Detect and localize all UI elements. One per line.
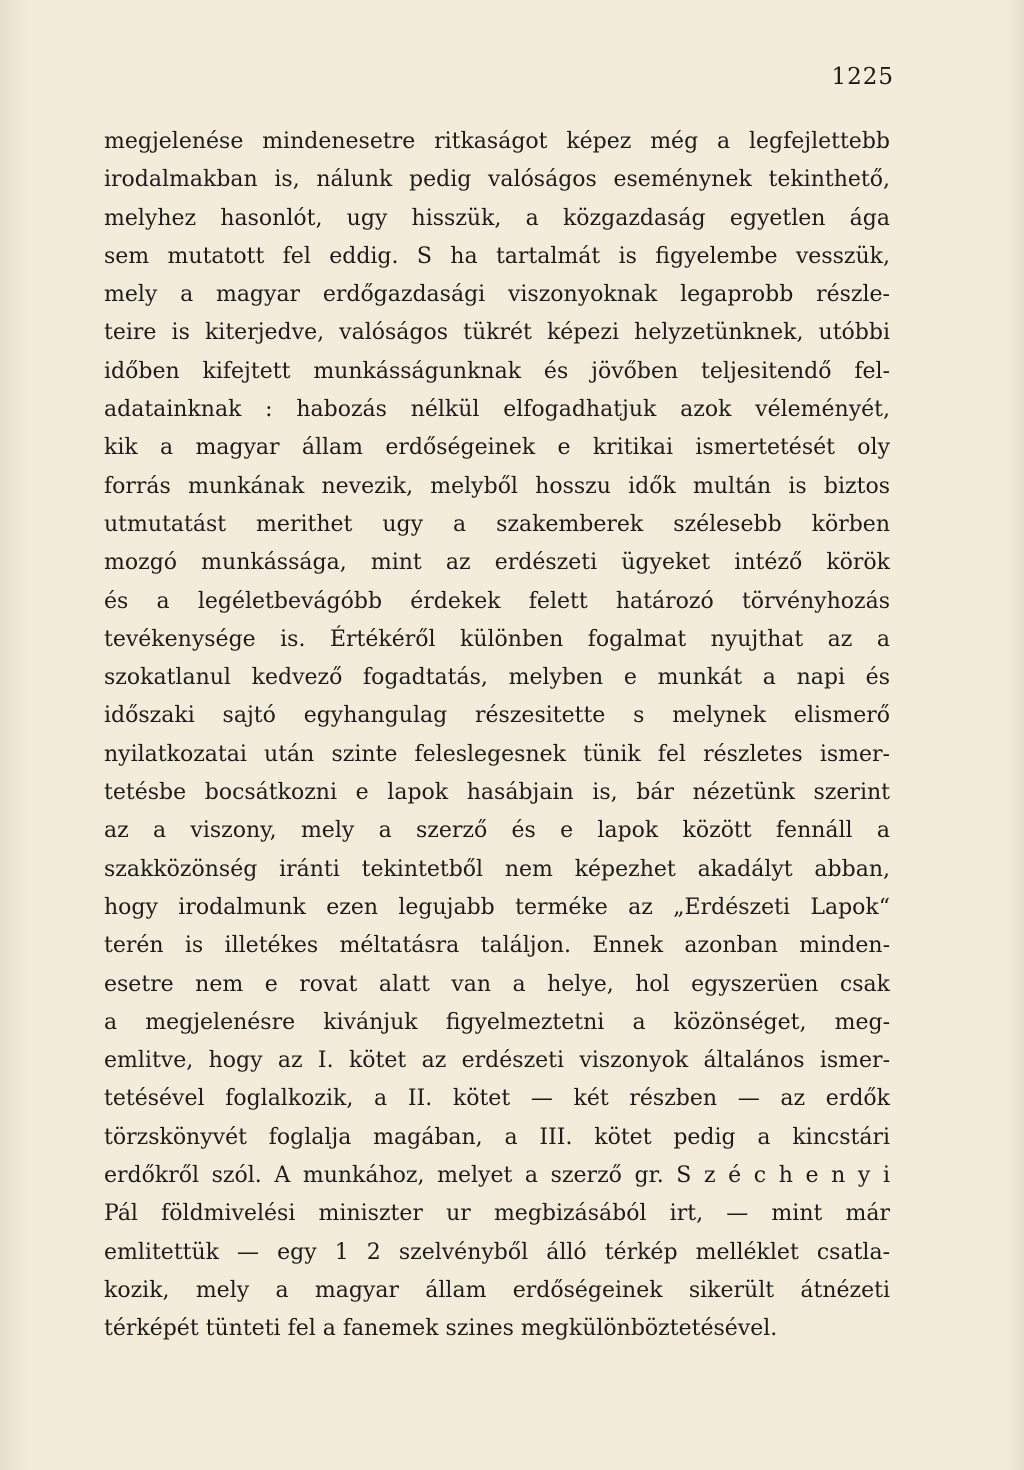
text-line: nyilatkozatai után szinte feleslegesnek tünik fel részletes ismer- [104,741,890,767]
text-line: teire is kiterjedve, valóságos tükrét képezi helyzetünknek, utóbbi [104,320,890,346]
text-line: hogy irodalmunk ezen legujabb terméke az „Erdészeti Lapok“ [104,894,890,920]
text-line: Pál földmivelési miniszter ur megbizásából irt, — mint már [104,1201,890,1227]
text-line: kik a magyar állam erdőségeinek e kritikai ismertetését oly [104,435,890,461]
text-line: szakközönség iránti tekintetből nem képezhet akadályt abban, [104,856,890,882]
text-line: erdőkről szól. A munkához, melyet a szerző gr. S z é c h e n y i [104,1163,890,1189]
text-line: melyhez hasonlót, ugy hisszük, a közgazdaság egyetlen ága [104,205,890,231]
text-line: mozgó munkássága, mint az erdészeti ügyeket intéző körök [104,550,890,576]
text-line: a megjelenésre kivánjuk figyelmeztetni a közönséget, meg- [104,1009,890,1035]
text-line: tetésével foglalkozik, a II. kötet — két részben — az erdők [104,1086,890,1112]
text-line: tevékenysége is. Értékéről különben fogalmat nyujthat az a [104,626,890,652]
page-number: 1225 [831,64,894,90]
text-line: időben kifejtett munkásságunknak és jövőben teljesitendő fel- [104,358,890,384]
text-line: tetésbe bocsátkozni e lapok hasábjain is, bár nézetünk szerint [104,780,890,806]
text-line: sem mutatott fel eddig. S ha tartalmát is figyelembe vesszük, [104,243,890,269]
text-line: és a legéletbevágóbb érdekek felett határozó törvényhozás [104,588,890,614]
text-line: irodalmakban is, nálunk pedig valóságos eseménynek tekinthető, [104,167,890,193]
text-line: emlitve, hogy az I. kötet az erdészeti viszonyok általános ismer- [104,1048,890,1074]
text-line: törzskönyvét foglalja magában, a III. kötet pedig a kincstári [104,1124,890,1150]
text-line: emlitettük — egy 1 2 szelvényből álló térkép melléklet csatla- [104,1239,890,1265]
text-line: megjelenése mindenesetre ritkaságot képez még a legfejlettebb [104,129,890,154]
body-text [104,123,890,1349]
text-line: forrás munkának nevezik, melyből hosszu idők multán is biztos [104,473,890,499]
text-line: kozik, mely a magyar állam erdőségeinek sikerült átnézeti [104,1277,890,1303]
text-line: terén is illetékes méltatásra találjon. Ennek azonban minden- [104,933,890,959]
text-line: szokatlanul kedvező fogadtatás, melyben e munkát a napi és [104,665,890,691]
text-line: mely a magyar erdőgazdasági viszonyoknak legaprobb részle- [104,282,890,308]
text-line: esetre nem e rovat alatt van a helye, hol egyszerüen csak [104,971,890,997]
text-line: utmutatást merithet ugy a szakemberek szélesebb körben [104,511,890,537]
text-line: az a viszony, mely a szerző és e lapok között fennáll a [104,818,890,844]
text-line: adatainknak : habozás nélkül elfogadhatjuk azok véleményét, [104,397,890,423]
text-line: időszaki sajtó egyhangulag részesitette s melynek elismerő [104,703,890,729]
text-line: térképét tünteti fel a fanemek szines megkülönböztetésével. [104,1316,778,1342]
